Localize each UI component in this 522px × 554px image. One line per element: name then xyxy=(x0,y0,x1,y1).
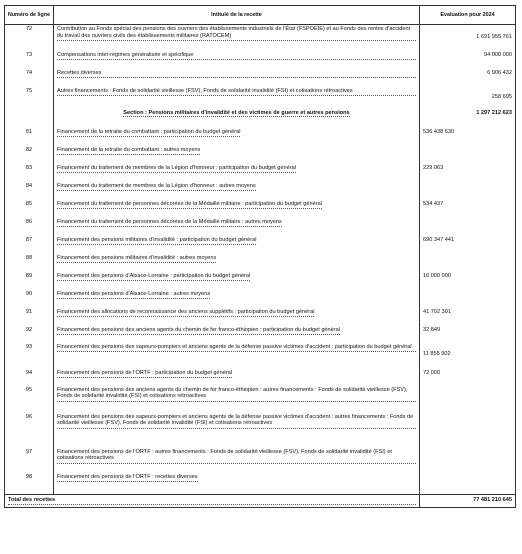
table-header xyxy=(5,6,516,25)
table-row xyxy=(5,218,516,236)
line-number: 87 xyxy=(5,236,54,254)
line-label xyxy=(54,25,420,51)
line-label xyxy=(54,448,420,473)
line-value xyxy=(420,254,516,272)
table-row xyxy=(5,343,516,369)
line-label-text: Contribution au Fonds spécial des pensions des ouvriers des établissements industriels de l'État (FSPOEIE) et au Fonds des rentes d'accident du travail des ouvriers civils des établissements militaires (RATOCEM) xyxy=(57,26,416,41)
line-label-text: Financement de la retraite du combattant : autres moyens xyxy=(57,147,200,155)
line-number: 96 xyxy=(5,413,54,448)
line-label-text: Financement des allocations de reconnaissance des anciens supplétifs : participation du budget général xyxy=(57,309,314,317)
line-value: 16 000 000 xyxy=(420,272,516,290)
line-label-text: Financement des pensions des sapeurs-pompiers et anciens agents de la défense passive victimes d'accident : autres financements : Fonds de solidarité vieillesse (FSV), Fonds de solidarité invalidité (FSI) et cotisations rétroactives xyxy=(57,414,416,429)
line-value xyxy=(420,182,516,200)
line-number: 90 xyxy=(5,290,54,308)
table-row xyxy=(5,272,516,290)
line-label xyxy=(54,473,420,490)
line-label xyxy=(54,343,420,369)
section-row xyxy=(5,109,516,128)
line-label xyxy=(54,87,420,109)
line-label-text: Compensations inter-régimes généralisée et spécifique xyxy=(57,52,416,60)
line-label-text: Financement du traitement de membres de la Légion d'honneur : participation du budget général xyxy=(57,165,296,173)
line-value: 258 695 xyxy=(420,87,516,109)
line-label xyxy=(54,236,420,254)
table-row xyxy=(5,386,516,413)
table-row xyxy=(5,369,516,386)
line-value: 229 063 xyxy=(420,164,516,182)
line-label xyxy=(54,69,420,87)
table-row xyxy=(5,254,516,272)
table-row xyxy=(5,290,516,308)
line-label-text: Financement du traitement de personnes décorées de la Médaille militaire : participation du budget général xyxy=(57,201,322,209)
total-label xyxy=(5,495,420,508)
table-row xyxy=(5,448,516,473)
line-value xyxy=(420,218,516,236)
line-label-text: Financement des pensions d'Alsace-Lorraine : autres moyens xyxy=(57,291,210,299)
line-label xyxy=(54,200,420,218)
line-value: 94 000 000 xyxy=(420,51,516,69)
header-label: Intitulé de la recette xyxy=(54,6,420,25)
line-value: 11 855 902 xyxy=(420,343,516,369)
total-label-text: Total des recettes xyxy=(8,497,416,505)
line-label-text: Financement de la retraite du combattant : participation du budget général xyxy=(57,129,240,137)
line-number: 89 xyxy=(5,272,54,290)
line-label xyxy=(54,308,420,326)
table-row xyxy=(5,182,516,200)
line-label xyxy=(54,218,420,236)
table-row xyxy=(5,413,516,448)
table-row xyxy=(5,164,516,182)
line-label-text: Financement des pensions d'Alsace-Lorraine : participation du budget général xyxy=(57,273,250,281)
revenue-table xyxy=(4,5,516,508)
line-number: 92 xyxy=(5,326,54,343)
line-number: 73 xyxy=(5,51,54,69)
line-value: 690 347 441 xyxy=(420,236,516,254)
table-row xyxy=(5,51,516,69)
line-label-text: Financement du traitement de personnes décorées de la Médaille militaire : autres moyens xyxy=(57,219,282,227)
line-label-text: Financement des pensions des sapeurs-pompiers et anciens agents de la défense passive victimes d'accident : participation du budget général xyxy=(57,344,416,352)
line-label xyxy=(54,128,420,146)
table-row xyxy=(5,308,516,326)
table-row xyxy=(5,87,516,109)
line-value xyxy=(420,473,516,490)
line-label-text: Financement des pensions de l'ORTF : recettes diverses xyxy=(57,474,198,482)
line-label xyxy=(54,164,420,182)
line-number: 88 xyxy=(5,254,54,272)
line-value: 534 437 xyxy=(420,200,516,218)
line-label-text: Financement des pensions militaires d'invalidité : autres moyens xyxy=(57,255,216,263)
line-label xyxy=(54,326,420,343)
line-number: 93 xyxy=(5,343,54,369)
line-number: 83 xyxy=(5,164,54,182)
line-label-text: Financement du traitement de membres de la Légion d'honneur : autres moyens xyxy=(57,183,256,191)
line-label-text: Financement des pensions de l'ORTF : autres financements : Fonds de solidarité vieillesse (FSV), Fonds de solidarité invalidité (FSI) et cotisations rétroactives xyxy=(57,449,416,464)
line-number: 97 xyxy=(5,448,54,473)
line-number: 82 xyxy=(5,146,54,164)
line-value: 6 906 432 xyxy=(420,69,516,87)
line-label-text: Financement des pensions militaires d'invalidité : participation du budget général xyxy=(57,237,256,245)
line-number: 74 xyxy=(5,69,54,87)
line-label-text: Recettes diverses xyxy=(57,70,416,78)
line-value: 72 000 xyxy=(420,369,516,386)
line-number: 86 xyxy=(5,218,54,236)
line-value xyxy=(420,386,516,413)
table-row xyxy=(5,25,516,51)
line-number: 94 xyxy=(5,369,54,386)
line-number: 75 xyxy=(5,87,54,109)
total-row xyxy=(5,495,516,508)
line-label-text: Autres financements : Fonds de solidarité vieillesse (FSV), Fonds de solidarité invalidité (FSI) et cotisations rétroactives xyxy=(57,88,416,96)
line-label-text: Financement des pensions de l'ORTF : participation du budget général xyxy=(57,370,232,378)
table-row xyxy=(5,236,516,254)
line-label-text: Financement des pensions des anciens agents du chemin de fer franco-éthiopien : autres financements : Fonds de solidarité vieillesse (FSV), Fonds de solidarité invalidité (FSI) et cotisations rétroactives xyxy=(57,387,416,402)
line-number: 98 xyxy=(5,473,54,490)
total-value: 77 481 210 645 xyxy=(420,495,516,508)
line-label xyxy=(54,254,420,272)
line-number: 91 xyxy=(5,308,54,326)
table-row xyxy=(5,200,516,218)
line-number: 72 xyxy=(5,25,54,51)
header-evaluation: Evaluation pour 2024 xyxy=(420,6,516,25)
section-value: 1 297 212 623 xyxy=(420,109,516,128)
line-value: 536 438 630 xyxy=(420,128,516,146)
line-label-text: Financement des pensions des anciens agents du chemin de fer franco-éthiopien : participation du budget général xyxy=(57,327,340,335)
table-row xyxy=(5,146,516,164)
line-value xyxy=(420,146,516,164)
line-number: 85 xyxy=(5,200,54,218)
line-label xyxy=(54,146,420,164)
line-label xyxy=(54,272,420,290)
line-value: 1 691 955 761 xyxy=(420,25,516,51)
line-number: 81 xyxy=(5,128,54,146)
section-title xyxy=(54,109,420,128)
table-row xyxy=(5,69,516,87)
table-row xyxy=(5,128,516,146)
line-label xyxy=(54,369,420,386)
table-row xyxy=(5,326,516,343)
line-label xyxy=(54,386,420,413)
table-row xyxy=(5,473,516,490)
line-value xyxy=(420,448,516,473)
line-value: 41 702 301 xyxy=(420,308,516,326)
section-title-text: Section : Pensions militaires d'invalidité et des victimes de guerre et autres pensions xyxy=(123,109,350,116)
line-label xyxy=(54,182,420,200)
line-value xyxy=(420,413,516,448)
line-label xyxy=(54,290,420,308)
line-label xyxy=(54,413,420,448)
header-line-number: Numéro de ligne xyxy=(5,6,54,25)
line-label xyxy=(54,51,420,69)
line-number: 95 xyxy=(5,386,54,413)
line-value: 32 849 xyxy=(420,326,516,343)
line-value xyxy=(420,290,516,308)
line-number: 84 xyxy=(5,182,54,200)
